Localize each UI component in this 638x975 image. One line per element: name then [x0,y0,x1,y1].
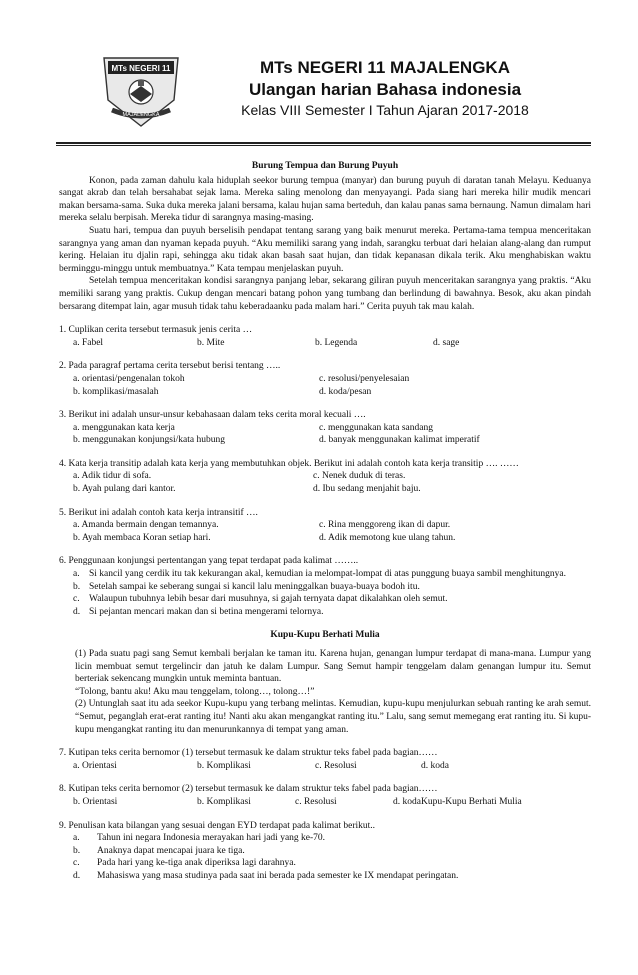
question-text: 7. Kutipan teks cerita bernomor (1) tersebut termasuk ke dalam struktur teks fabel pada bagian…… [59,748,438,759]
option-letter: c. [73,858,80,869]
option-d[interactable]: d. Adik memotong kue ulang tahun. [319,532,456,543]
option-d[interactable]: d. koda [421,760,449,771]
option-letter: d. [73,870,81,881]
option-b[interactable]: b. Komplikasi [197,760,251,771]
question-2 [59,360,591,398]
question-9 [59,820,591,883]
option-d[interactable]: Si pejantan mencari makan dan si betina mengerami telornya. [89,606,324,617]
story-title: Burung Tempua dan Burung Puyuh [251,161,399,171]
option-a[interactable]: a. Fabel [73,337,104,348]
excerpt-dialogue: “Tolong, bantu aku! Aku mau tenggelam, tolong…, tolong…!” [75,686,315,697]
question-3 [59,409,591,447]
option-d[interactable]: d. koda/pesan [319,386,372,397]
question-text: 8. Kutipan teks cerita bernomor (2) tersebut termasuk ke dalam struktur teks fabel pada bagian…… [59,784,438,795]
option-c[interactable]: Walaupun tubuhnya lebih besar dari musuhnya, si gajah ternyata dapat dikalahkan oleh semut. [89,594,448,605]
question-5 [59,507,591,545]
option-d[interactable]: d. banyak menggunakan kalimat imperatif [319,435,480,446]
option-a[interactable]: a. menggunakan kata kerja [73,422,175,433]
story-paragraph: Suatu hari, tempua dan puyuh berselisih pendapat tentang sarang yang baik menurut mereka. Pertama-tama tempua menceritakan sarangnya yang aman dan nyaman kepada puyuh. “Aku memiliki sarang yang indah, sarangku terbuat dari helaian alang-alang dan rumput kering. Helaian itu djalin rapi, sehingga aku tidak akan basah saat hujan, dan tidak kepanasan dikala terik. Aku menghabiskan waktu berminggu-minggu untuk membuatnya.” Kata tempau menjelaskan puyuh. [59,225,591,274]
story-excerpt [75,648,591,736]
question-1 [59,324,591,349]
option-a[interactable]: Si kancil yang cerdik itu tak kekurangan akal, kemudian ia melompat-lompat di atas punggung buaya sambil menghitungnya. [89,569,566,580]
excerpt-paragraph: (2) Untunglah saat itu ada seekor Kupu-kupu yang terbang melintas. Kemudian, kupu-kupu menjulurkan sebuah ranting ke arah semut. “Semut, peganglah erat-erat ranting itu! Nanti aku akan mengangkat ranting itu.” Lalu, sang semut memegang erat ranting itu. Si kupu-kupu mengangkat ranting itu dan menurunkannya di tempat yang aman. [75,699,591,735]
option-b[interactable]: b. Mite [197,337,225,348]
question-text: 9. Penulisan kata bilangan yang sesuai dengan EYD terdapat pada kalimat berikut.. [59,820,376,831]
exam-title: Ulangan harian Bahasa indonesia [248,80,522,99]
option-c[interactable]: c. Resolusi [315,760,357,771]
option-a[interactable]: a. Amanda bermain dengan temannya. [73,520,219,531]
question-text: 2. Pada paragraf pertama cerita tersebut berisi tentang ….. [59,361,281,372]
question-text: 3. Berikut ini adalah unsur-unsur kebahasaan dalam teks cerita moral kecuali …. [59,410,366,421]
option-b[interactable]: Setelah sampai ke seberang sungai si kancil lalu meninggalkan buaya-buaya bodoh itu. [89,581,420,592]
option-b[interactable]: b. menggunakan konjungsi/kata hubung [73,435,225,446]
option-letter: a. [73,833,80,844]
question-text: 4. Kata kerja transitip adalah kata kerja yang membutuhkan objek. Berikut ini adalah contoh kata kerja transitip …. …… [59,458,519,469]
logo-text-top: MTs NEGERI 11 [111,64,171,73]
option-c[interactable]: c. Resolusi [295,796,337,807]
option-d[interactable]: Mahasiswa yang masa studinya pada saat ini berada pada semester ke IX mendapat peringatan. [97,870,459,881]
story-title: Kupu-Kupu Berhati Mulia [270,630,380,641]
question-8 [59,783,591,808]
excerpt-paragraph: (1) Pada suatu pagi sang Semut kembali berjalan ke taman itu. Karena hujan, genangan lumpur terdapat di mana-mana. Lumpur yang licin membuat semut tergelincir dan jatuh ke dalam Lumpur. Sang Semut hampir tenggelam dalam genangan lumpur itu. Semut berteriak sekencang mungkin untuk meminta bantuan. [75,649,591,685]
option-a[interactable]: a. Adik tidur di sofa. [73,471,152,482]
option-b[interactable]: Anaknya dapat mencapai juara ke tiga. [97,845,245,856]
option-d[interactable]: d. kodaKupu-Kupu Berhati Mulia [393,796,522,807]
option-c[interactable]: b. Legenda [315,337,358,348]
question-text: 5. Berikut ini adalah contoh kata kerja intransitif …. [59,507,258,518]
option-a[interactable]: b. Orientasi [73,796,118,807]
option-c[interactable]: c. Rina menggoreng ikan di dapur. [319,520,451,531]
logo-text-bottom: MAJALENGKA [122,112,160,118]
option-letter: a. [73,569,80,580]
option-letter: d. [73,606,81,617]
class-info: Kelas VIII Semester I Tahun Ajaran 2017-2018 [241,102,529,118]
option-b[interactable]: b. Komplikasi [197,796,251,807]
option-a[interactable]: Tahun ini negara Indonesia merayakan hari jadi yang ke-70. [97,833,326,844]
option-c[interactable]: c. Nenek duduk di teras. [313,471,406,482]
question-4 [59,458,591,496]
option-c[interactable]: c. menggunakan kata sandang [319,422,433,433]
story-paragraph: Konon, pada zaman dahulu kala hiduplah seekor burung tempua (manyar) dan burung puyuh di daratan tanah Melayu. Keduanya sangat akrab dan telah bersahabat sejak lama. Mereka saling menolong dan menyayangi. Pada siang hari mereka hilir mudik mencari makan bersama-sama. Suka duka mereka jalani bersama, kalau hujan sama berteduh, dan kalau panas sama bernaung. Namun dimalam hari mereka selalu berpisah. Mereka tidur di sarangnya masing-masing. [59,175,591,224]
option-letter: b. [73,845,81,856]
question-text: 1. Cuplikan cerita tersebut termasuk jenis cerita … [59,325,253,336]
option-d[interactable]: d. Ibu sedang menjahit baju. [313,484,421,495]
header-rule [56,142,591,144]
exam-content [59,160,591,883]
option-b[interactable]: b. Ayah membaca Koran setiap hari. [73,532,211,543]
option-d[interactable]: d. sage [433,337,460,348]
school-logo-icon [100,50,182,128]
option-c[interactable]: c. resolusi/penyelesaian [319,373,410,384]
option-b[interactable]: b. komplikasi/masalah [73,386,159,397]
option-c[interactable]: Pada hari yang ke-tiga anak diperiksa lagi darahnya. [97,858,296,869]
option-a[interactable]: a. orientasi/pengenalan tokoh [73,373,185,384]
question-text: 6. Penggunaan konjungsi pertentangan yang tepat terdapat pada kalimat …….. [59,556,359,567]
option-b[interactable]: b. Ayah pulang dari kantor. [73,484,176,495]
question-7 [59,747,591,772]
option-letter: c. [73,594,80,605]
header-rule-thin [56,145,591,146]
story-paragraph: Setelah tempua menceritakan kondisi sarangnya panjang lebar, sekarang giliran puyuh menceritakan sarangnya yang praktis. “Aku memiliki sarang yang praktis. Cukup dengan mencari batang pohon yang tumbang dan berlindung di bawahnya. Besok, aku akan pindah bersarang ditempat lain, agar musuh tidak tahu keberadaanku pada malam hari.” Cerita puyuh tak mau kalah. [59,276,591,312]
option-letter: b. [73,581,81,592]
school-name: MTs NEGERI 11 MAJALENGKA [259,58,510,77]
question-6 [59,555,591,618]
option-a[interactable]: a. Orientasi [73,760,117,771]
